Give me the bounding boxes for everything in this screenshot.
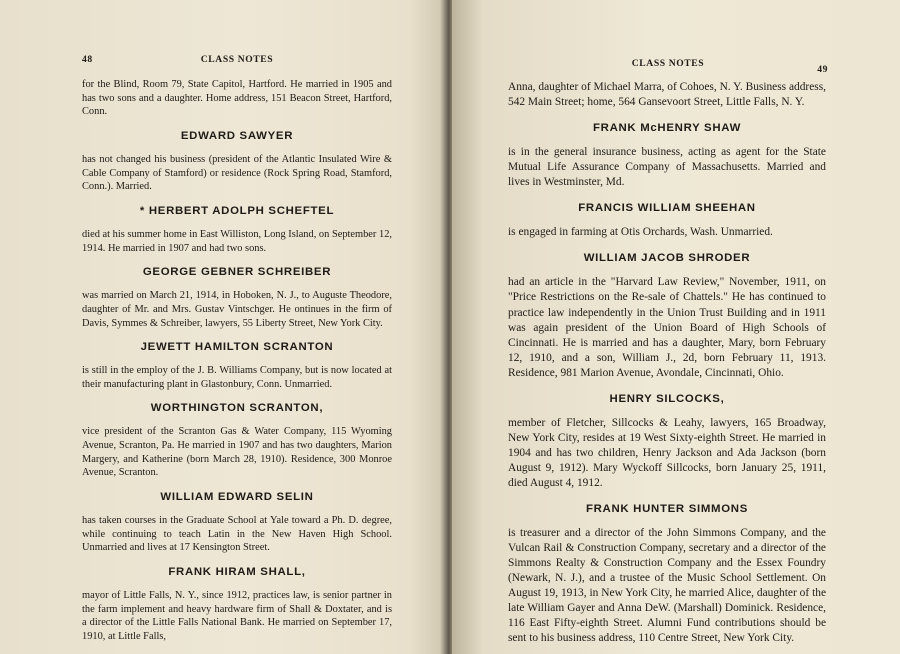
entry-name: FRANK McHENRY SHAW xyxy=(592,122,742,135)
right-page xyxy=(452,0,900,654)
entry-text: has taken courses in the Graduate School at Yale toward a Ph. D. degree, while continuing to teach Latin in the New Haven High School. Unmarried and lives at 17 Kensington Street. xyxy=(82,514,392,554)
entry-text: is treasurer and a director of the John Simmons Company, and the Vulcan Rail & Construction Company, secretary and a director of the Simmons Realty & Construction Company and the Essex Foundry (Newark, N. J.), and a trustee of the Music School Settlement. On August 19, 1913, in New York City, he married Alice, daughter of the late William Gayer and Anna DeW. (Marshall) Dominick. Residence, 116 East Fifty-eighth Street. Alumni Fund contributions should be sent to his business address, 110 Centre Street, New York City. xyxy=(508,527,826,645)
class-note-entry xyxy=(508,121,826,190)
entry-name: WILLIAM EDWARD SELIN xyxy=(160,491,314,504)
class-note-entry xyxy=(82,205,392,255)
class-note-entry xyxy=(508,392,826,491)
entry-text: was married on March 21, 1914, in Hoboken, N. J., to Auguste Theodore, daughter of Mr. and Mrs. Gustav Vintschger. He ontinues in the firm of Davis, Symmes & Schreiber, lawyers, 55 Liberty Street, New York City. xyxy=(82,290,392,329)
class-note-entry xyxy=(508,251,826,380)
entry-text: is engaged in farming at Otis Orchards, Wash. Unmarried. xyxy=(508,226,773,239)
class-note-entry xyxy=(82,402,392,480)
entry-text: died at his summer home in East Williston, Long Island, on September 12, 1914. He married in 1907 and had two sons. xyxy=(82,228,392,254)
page-number-left: 48 xyxy=(82,54,93,65)
entry-text: is still in the employ of the J. B. Williams Company, but is now located at their manufacturing plant in Glastonbury, Conn. Unmarried. xyxy=(82,365,392,390)
class-note-entry xyxy=(82,130,392,194)
entry-text: member of Fletcher, Sillcocks & Leahy, lawyers, 165 Broadway, New York City, resides at 19 West Sixty-eighth Street. He married in 1904 and has two children, Henry Jackson and Ada Jackson (born August 9, 1912). Mary Wyckoff Sillcocks, born January 25, 1911, died August 4, 1912. xyxy=(508,416,826,489)
entry-name: WILLIAM JACOB SHRODER xyxy=(583,252,751,265)
running-head-left: CLASS NOTES xyxy=(200,54,274,65)
entry-text: had an article in the "Harvard Law Review," November, 1911, on "Price Restrictions on the Re-sale of Chattels." He has continued to practice law independently in the Union Trust Building and in 1911 was again president of the Union Board of High Schools of Cincinnati. He is married and has a daughter, Mary, born February 12, 1910, and a son, William J., 2d, born February 11, 1913. Residence, 981 Marion Avenue, Avondale, Cincinnati, Ohio. xyxy=(508,276,826,379)
entry-name: JEWETT HAMILTON SCRANTON xyxy=(140,341,334,354)
entry-name: FRANK HIRAM SHALL, xyxy=(168,566,306,579)
entry-name: FRANK HUNTER SIMMONS xyxy=(585,503,749,516)
entry-name: GEORGE GEBNER SCHREIBER xyxy=(142,266,332,279)
class-note-entry xyxy=(82,266,392,330)
entry-text: is in the general insurance business, acting as agent for the State Mutual Life Assurance Company of Massachusetts. Married and lives in Westminster, Md. xyxy=(508,146,826,189)
left-page-content xyxy=(82,78,392,644)
entry-text: vice president of the Scranton Gas & Water Company, 115 Wyoming Avenue, Scranton, Pa. He married in 1907 and has two daughters, Marion Margery, and Katherine (born March 28, 1910). Residence, 300 Monroe Avenue, Scranton. xyxy=(82,426,392,479)
continued-paragraph: Anna, daughter of Michael Marra, of Cohoes, N. Y. Business address, 542 Main Street; home, 564 Gansevoort Street, Little Falls, N. Y. xyxy=(508,81,826,109)
class-note-entry xyxy=(82,341,392,391)
right-page-content xyxy=(508,80,826,646)
entry-text: has not changed his business (president of the Atlantic Insulated Wire & Cable Company of Stamford) or residence (Rock Spring Road, Stamford, Conn.). Married. xyxy=(82,153,392,193)
class-note-entry xyxy=(82,491,392,555)
continued-paragraph: for the Blind, Room 79, State Capitol, Hartford. He married in 1905 and has two sons and a daughter. Home address, 151 Beacon Street, Hartford, Conn. xyxy=(82,79,392,118)
entry-text: mayor of Little Falls, N. Y., since 1912, practices law, is senior partner in the farm implement and heavy hardware firm of Shall & Doxtater, and is a director of the Little Falls National Bank. He married on September 17, 1910, at Little Falls, xyxy=(82,589,392,643)
entry-name: FRANCIS WILLIAM SHEEHAN xyxy=(578,202,756,215)
entry-name: * HERBERT ADOLPH SCHEFTEL xyxy=(139,205,335,218)
running-head-right: CLASS NOTES xyxy=(631,58,705,69)
entry-name: EDWARD SAWYER xyxy=(180,130,294,143)
left-page xyxy=(0,0,446,654)
class-note-entry xyxy=(508,502,826,646)
page-number-right: 49 xyxy=(817,64,828,75)
entry-name: WORTHINGTON SCRANTON, xyxy=(150,402,324,415)
class-note-entry xyxy=(508,201,826,240)
entry-name: HENRY SILCOCKS, xyxy=(609,392,725,405)
class-note-entry xyxy=(82,566,392,644)
